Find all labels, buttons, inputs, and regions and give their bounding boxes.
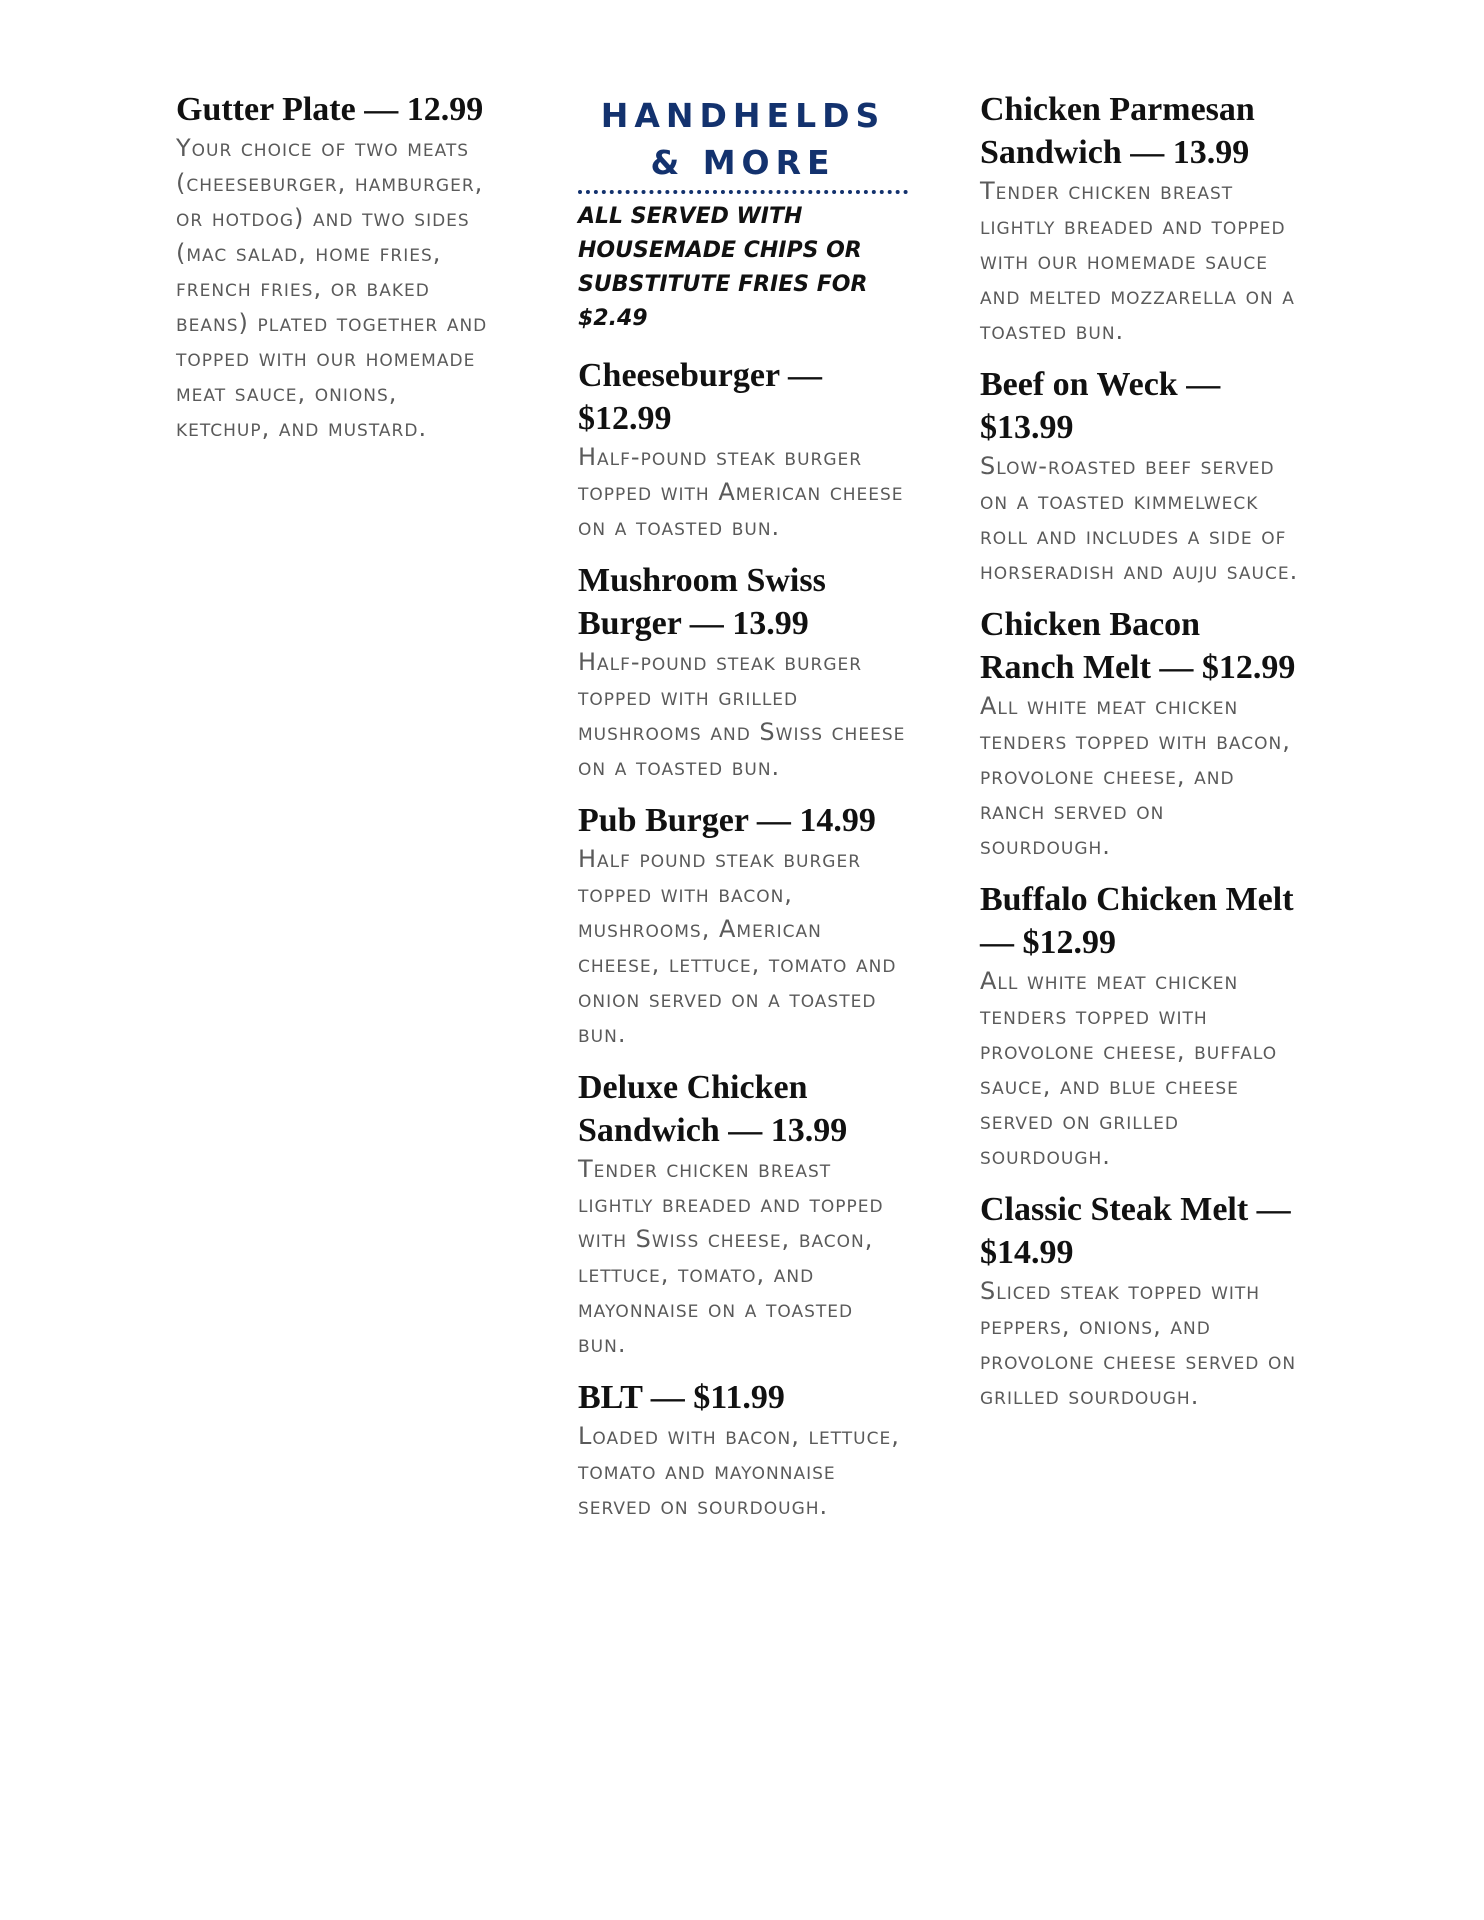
- menu-item-title: Deluxe Chicken Sandwich — 13.99: [578, 1069, 848, 1149]
- menu-item-description: Sliced steak topped with peppers, onions, and provolone cheese served on grilled sourdough.: [980, 1277, 1297, 1410]
- menu-column-3: [980, 88, 1300, 1428]
- menu-column-2: [578, 88, 908, 1538]
- menu-item-classic-steak-melt: [980, 1188, 1300, 1414]
- menu-item-description: Half-pound steak burger topped with American cheese on a toasted bun.: [578, 443, 904, 541]
- menu-item-buffalo-chicken-melt: [980, 878, 1300, 1174]
- menu-item-chicken-parmesan-sandwich: [980, 88, 1300, 349]
- menu-item-mushroom-swiss-burger: [578, 559, 908, 785]
- menu-item-description: Half-pound steak burger topped with grilled mushrooms and Swiss cheese on a toasted bun.: [578, 648, 906, 781]
- section-heading: HANDHELDS & MORE: [600, 96, 886, 182]
- menu-item-title: Chicken Parmesan Sandwich — 13.99: [980, 91, 1255, 171]
- menu-item-title: Beef on Weck — $13.99: [980, 366, 1221, 446]
- menu-item-chicken-bacon-ranch-melt: [980, 603, 1300, 864]
- menu-item-title: Pub Burger — 14.99: [578, 802, 876, 839]
- menu-item-description: Slow-roasted beef served on a toasted kimmelweck roll and includes a side of horseradish and auju sauce.: [980, 452, 1299, 585]
- menu-item-title: Mushroom Swiss Burger — 13.99: [578, 562, 826, 642]
- menu-item-description: All white meat chicken tenders topped with provolone cheese, buffalo sauce, and blue cheese served on grilled sourdough.: [980, 967, 1278, 1170]
- menu-item-title: BLT — $11.99: [578, 1379, 785, 1416]
- menu-item-description: Half pound steak burger topped with bacon, mushrooms, American cheese, lettuce, tomato and onion served on a toasted bun.: [578, 845, 897, 1048]
- menu-item-description: Tender chicken breast lightly breaded and topped with Swiss cheese, bacon, lettuce, tomato, and mayonnaise on a toasted bun.: [578, 1155, 884, 1358]
- menu-item-title: Classic Steak Melt — $14.99: [980, 1191, 1291, 1271]
- section-note: ALL SERVED WITH HOUSEMADE CHIPS OR SUBSTITUTE FRIES FOR $2.49: [578, 204, 868, 331]
- menu-item-title: Chicken Bacon Ranch Melt — $12.99: [980, 606, 1296, 686]
- menu-item-description: Loaded with bacon, lettuce, tomato and mayonnaise served on sourdough.: [578, 1422, 900, 1520]
- menu-item-cheeseburger: [578, 354, 908, 545]
- menu-item-description: Tender chicken breast lightly breaded and topped with our homemade sauce and melted mozzarella on a toasted bun.: [980, 177, 1295, 345]
- menu-item-gutter-plate: [176, 88, 496, 446]
- menu-item-title: Buffalo Chicken Melt — $12.99: [980, 881, 1294, 961]
- menu-item-deluxe-chicken-sandwich: [578, 1066, 908, 1362]
- menu-item-title: Cheeseburger — $12.99: [578, 357, 822, 437]
- section-header-handhelds: [578, 92, 908, 336]
- dotted-divider: [578, 190, 908, 194]
- menu-item-title: Gutter Plate — 12.99: [176, 91, 484, 128]
- menu-item-description: Your choice of two meats (cheeseburger, hamburger, or hotdog) and two sides (mac salad, home fries, french fries, or baked beans) plated together and topped with our homemade meat sauce, onions, ketchup, and mustard.: [176, 134, 488, 442]
- menu-item-beef-on-weck: [980, 363, 1300, 589]
- menu-item-description: All white meat chicken tenders topped with bacon, provolone cheese, and ranch served on sourdough.: [980, 692, 1291, 860]
- menu-column-1: [176, 88, 496, 460]
- menu-item-pub-burger: [578, 799, 908, 1052]
- menu-item-blt: [578, 1376, 908, 1524]
